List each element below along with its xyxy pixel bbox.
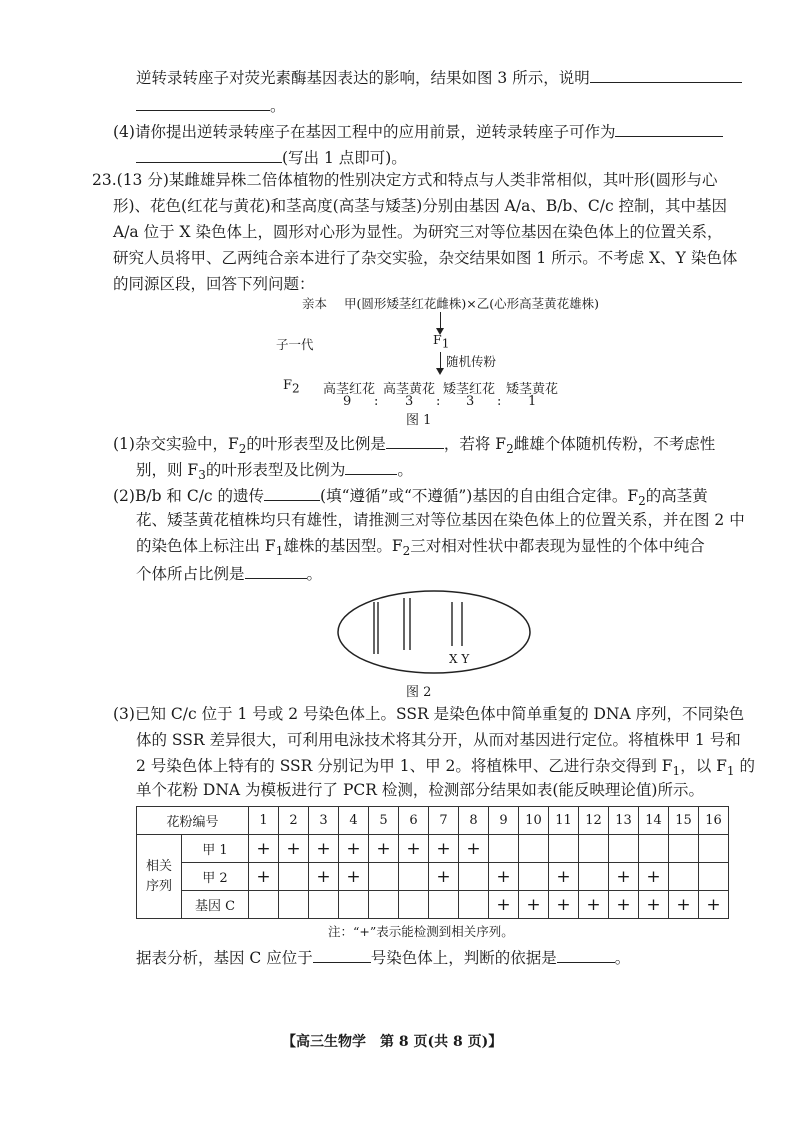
table-cell: + (579, 891, 609, 919)
answer-blank[interactable] (386, 432, 444, 449)
cell-diagram[interactable] (334, 588, 534, 680)
answer-blank[interactable] (136, 146, 282, 163)
text-line: 研究人员将甲、乙两纯合亲本进行了杂交实验，杂交结果如图 1 所示。不考虑 X、Y 染色体 (113, 249, 738, 267)
page-footer: 【高三生物学 第 8 页(共 8 页)】 (282, 1034, 503, 1050)
answer-blank[interactable] (590, 66, 742, 83)
table-cell (369, 891, 399, 919)
f1-label: $F_1$ (433, 332, 450, 351)
table-cell (399, 863, 429, 891)
text-line: 2 号染色体上特有的 SSR 分别记为甲 1、甲 2。将植株甲、乙进行杂交得到 $F_1$，以 $F_1$ 的 (136, 757, 755, 779)
table-cell: + (639, 891, 669, 919)
cell-outline (338, 591, 530, 673)
pcr-table (136, 806, 729, 919)
table-row (137, 891, 729, 919)
table-cell: + (429, 835, 459, 863)
text-line: 别，则 $F_3$的叶形表型及比例为 。 (136, 458, 413, 485)
table-cell (519, 863, 549, 891)
xy-label: X Y (449, 652, 470, 666)
table-row (137, 835, 729, 863)
row-label: 甲 1 (182, 835, 249, 863)
table-cell (309, 891, 339, 919)
table-cell: + (369, 835, 399, 863)
table-cell: + (429, 863, 459, 891)
table-cell (549, 835, 579, 863)
table-cell: + (309, 863, 339, 891)
phenotype: 矮茎黄花 (506, 382, 559, 397)
table-cell: + (549, 891, 579, 919)
column-header: 8 (459, 807, 489, 835)
header-label: 花粉编号 (137, 807, 249, 835)
table-cell: + (399, 835, 429, 863)
column-header: 13 (609, 807, 639, 835)
phenotype: 矮茎红花 (443, 382, 496, 397)
table-cell (429, 891, 459, 919)
column-header: 10 (519, 807, 549, 835)
text-line: A/a 位于 X 染色体上，圆形对心形为显性。为研究三对等位基因在染色体上的位置关系， (113, 223, 723, 241)
table-cell: + (699, 891, 729, 919)
sub-question-3: (3)已知 C/c 位于 1 号或 2 号染色体上。SSR 是染色体中简单重复的 DNA 序列，不同染色 (113, 705, 745, 723)
table-cell (459, 891, 489, 919)
ratio-value: 3 (466, 394, 475, 409)
table-cell (249, 891, 279, 919)
table-cell: + (459, 835, 489, 863)
table-cell: + (639, 863, 669, 891)
column-header: 1 (249, 807, 279, 835)
table-cell (639, 835, 669, 863)
table-cell: + (309, 835, 339, 863)
table-cell: + (609, 891, 639, 919)
row-label: 甲 2 (182, 863, 249, 891)
table-cell (609, 835, 639, 863)
ratio-sep: : (436, 394, 441, 409)
table-row (137, 863, 729, 891)
column-header: 14 (639, 807, 669, 835)
text-line: 个体所占比例是 。 (136, 562, 322, 584)
text-line: 。 (136, 94, 286, 116)
sub-question-2: (2)B/b 和 C/c 的遗传 (填“遵循”或“不遵循”)基因的自由组合定律。$F_2$的高茎黄 (113, 484, 708, 511)
table-note: 注：“+”表示能检测到相关序列。 (328, 924, 514, 939)
table-cell (669, 863, 699, 891)
answer-blank[interactable] (345, 458, 397, 475)
text-line: (写出 1 点即可)。 (136, 146, 407, 168)
text-line: 体的 SSR 差异很大，可利用电泳技术将其分开，从而对基因进行定位。将植株甲 1 号和 (136, 731, 741, 749)
column-header: 2 (279, 807, 309, 835)
ratio-sep: : (497, 394, 502, 409)
text-line: (4)请你提出逆转录转座子在基因工程中的应用前景，逆转录转座子可作为 (113, 120, 723, 142)
row-label: 基因 C (182, 891, 249, 919)
table-cell: + (549, 863, 579, 891)
answer-blank[interactable] (557, 946, 615, 963)
table-header-row (137, 807, 729, 835)
f1-generation-label: 子一代 (276, 337, 314, 352)
row-group-label: 相关 序列 (137, 835, 182, 919)
cross-text: 甲(圆形矮茎红花雌株)×乙(心形高茎黄花雄株) (344, 296, 599, 311)
text-line: 花、矮茎黄花植株均只有雄性，请推测三对等位基因在染色体上的位置关系，并在图 2 中 (136, 511, 745, 529)
column-header: 4 (339, 807, 369, 835)
table-cell (699, 835, 729, 863)
table-cell: + (249, 863, 279, 891)
text-line: 逆转录转座子对荧光素酶基因表达的影响，结果如图 3 所示，说明 (136, 66, 742, 88)
table-cell: + (279, 835, 309, 863)
table-cell (339, 891, 369, 919)
table-cell (519, 835, 549, 863)
table-cell: + (249, 835, 279, 863)
table-cell (459, 863, 489, 891)
column-header: 16 (699, 807, 729, 835)
table-cell (279, 863, 309, 891)
answer-blank[interactable] (313, 946, 371, 963)
answer-blank[interactable] (615, 120, 723, 137)
column-header: 11 (549, 807, 579, 835)
sub-question-1: (1)杂交实验中，$F_2$的叶形表型及比例是 ，若将 $F_2$雌雄个体随机传粉，不考虑性 (113, 432, 715, 459)
column-header: 7 (429, 807, 459, 835)
figure-1-caption: 图 1 (406, 413, 432, 428)
ratio-value: 3 (405, 394, 414, 409)
final-question: 据表分析，基因 C 应位于 号染色体上，判断的依据是 。 (136, 946, 630, 968)
column-header: 9 (489, 807, 519, 835)
table-cell: + (339, 863, 369, 891)
table-cell: + (669, 891, 699, 919)
parents-label: 亲本 (302, 296, 328, 311)
text-line: 的染色体上标注出 $F_1$雄株的基因型。$F_2$三对相对性状中都表现为显性的个体中纯合 (136, 537, 705, 559)
table-cell: + (339, 835, 369, 863)
phenotype: 高茎红花 (323, 382, 376, 397)
f2-label: $F_2$ (283, 378, 300, 396)
table-cell (579, 863, 609, 891)
table-cell (369, 863, 399, 891)
answer-blank[interactable] (264, 484, 320, 501)
table-cell (279, 891, 309, 919)
table-cell (579, 835, 609, 863)
text-line: 单个花粉 DNA 为模板进行了 PCR 检测，检测部分结果如表(能反映理论值)所示。 (136, 781, 704, 799)
table-cell: + (609, 863, 639, 891)
table-cell: + (519, 891, 549, 919)
answer-blank[interactable] (136, 94, 270, 111)
column-header: 3 (309, 807, 339, 835)
text-line: 形)、花色(红花与黄花)和茎高度(高茎与矮茎)分别由基因 A/a、B/b、C/c 控制，其中基因 (113, 197, 728, 215)
ratio-sep: : (374, 394, 379, 409)
table-cell (699, 863, 729, 891)
table-cell: + (489, 891, 519, 919)
table-cell (399, 891, 429, 919)
answer-blank[interactable] (245, 562, 307, 579)
ratio-value: 1 (528, 394, 537, 409)
column-header: 12 (579, 807, 609, 835)
column-header: 15 (669, 807, 699, 835)
arrow-2-head (436, 368, 444, 375)
table-cell (669, 835, 699, 863)
text-line: 的同源区段，回答下列问题： (113, 275, 315, 293)
ratio-value: 9 (343, 394, 352, 409)
question-23-text: 23.(13 分)某雌雄异株二倍体植物的性别决定方式和特点与人类非常相似，其叶形(圆形与心 (92, 171, 718, 189)
random-pollination-label: 随机传粉 (446, 354, 497, 369)
table-cell (489, 835, 519, 863)
column-header: 6 (399, 807, 429, 835)
table-cell: + (489, 863, 519, 891)
column-header: 5 (369, 807, 399, 835)
phenotype: 高茎黄花 (383, 382, 436, 397)
figure-2-caption: 图 2 (406, 685, 432, 700)
